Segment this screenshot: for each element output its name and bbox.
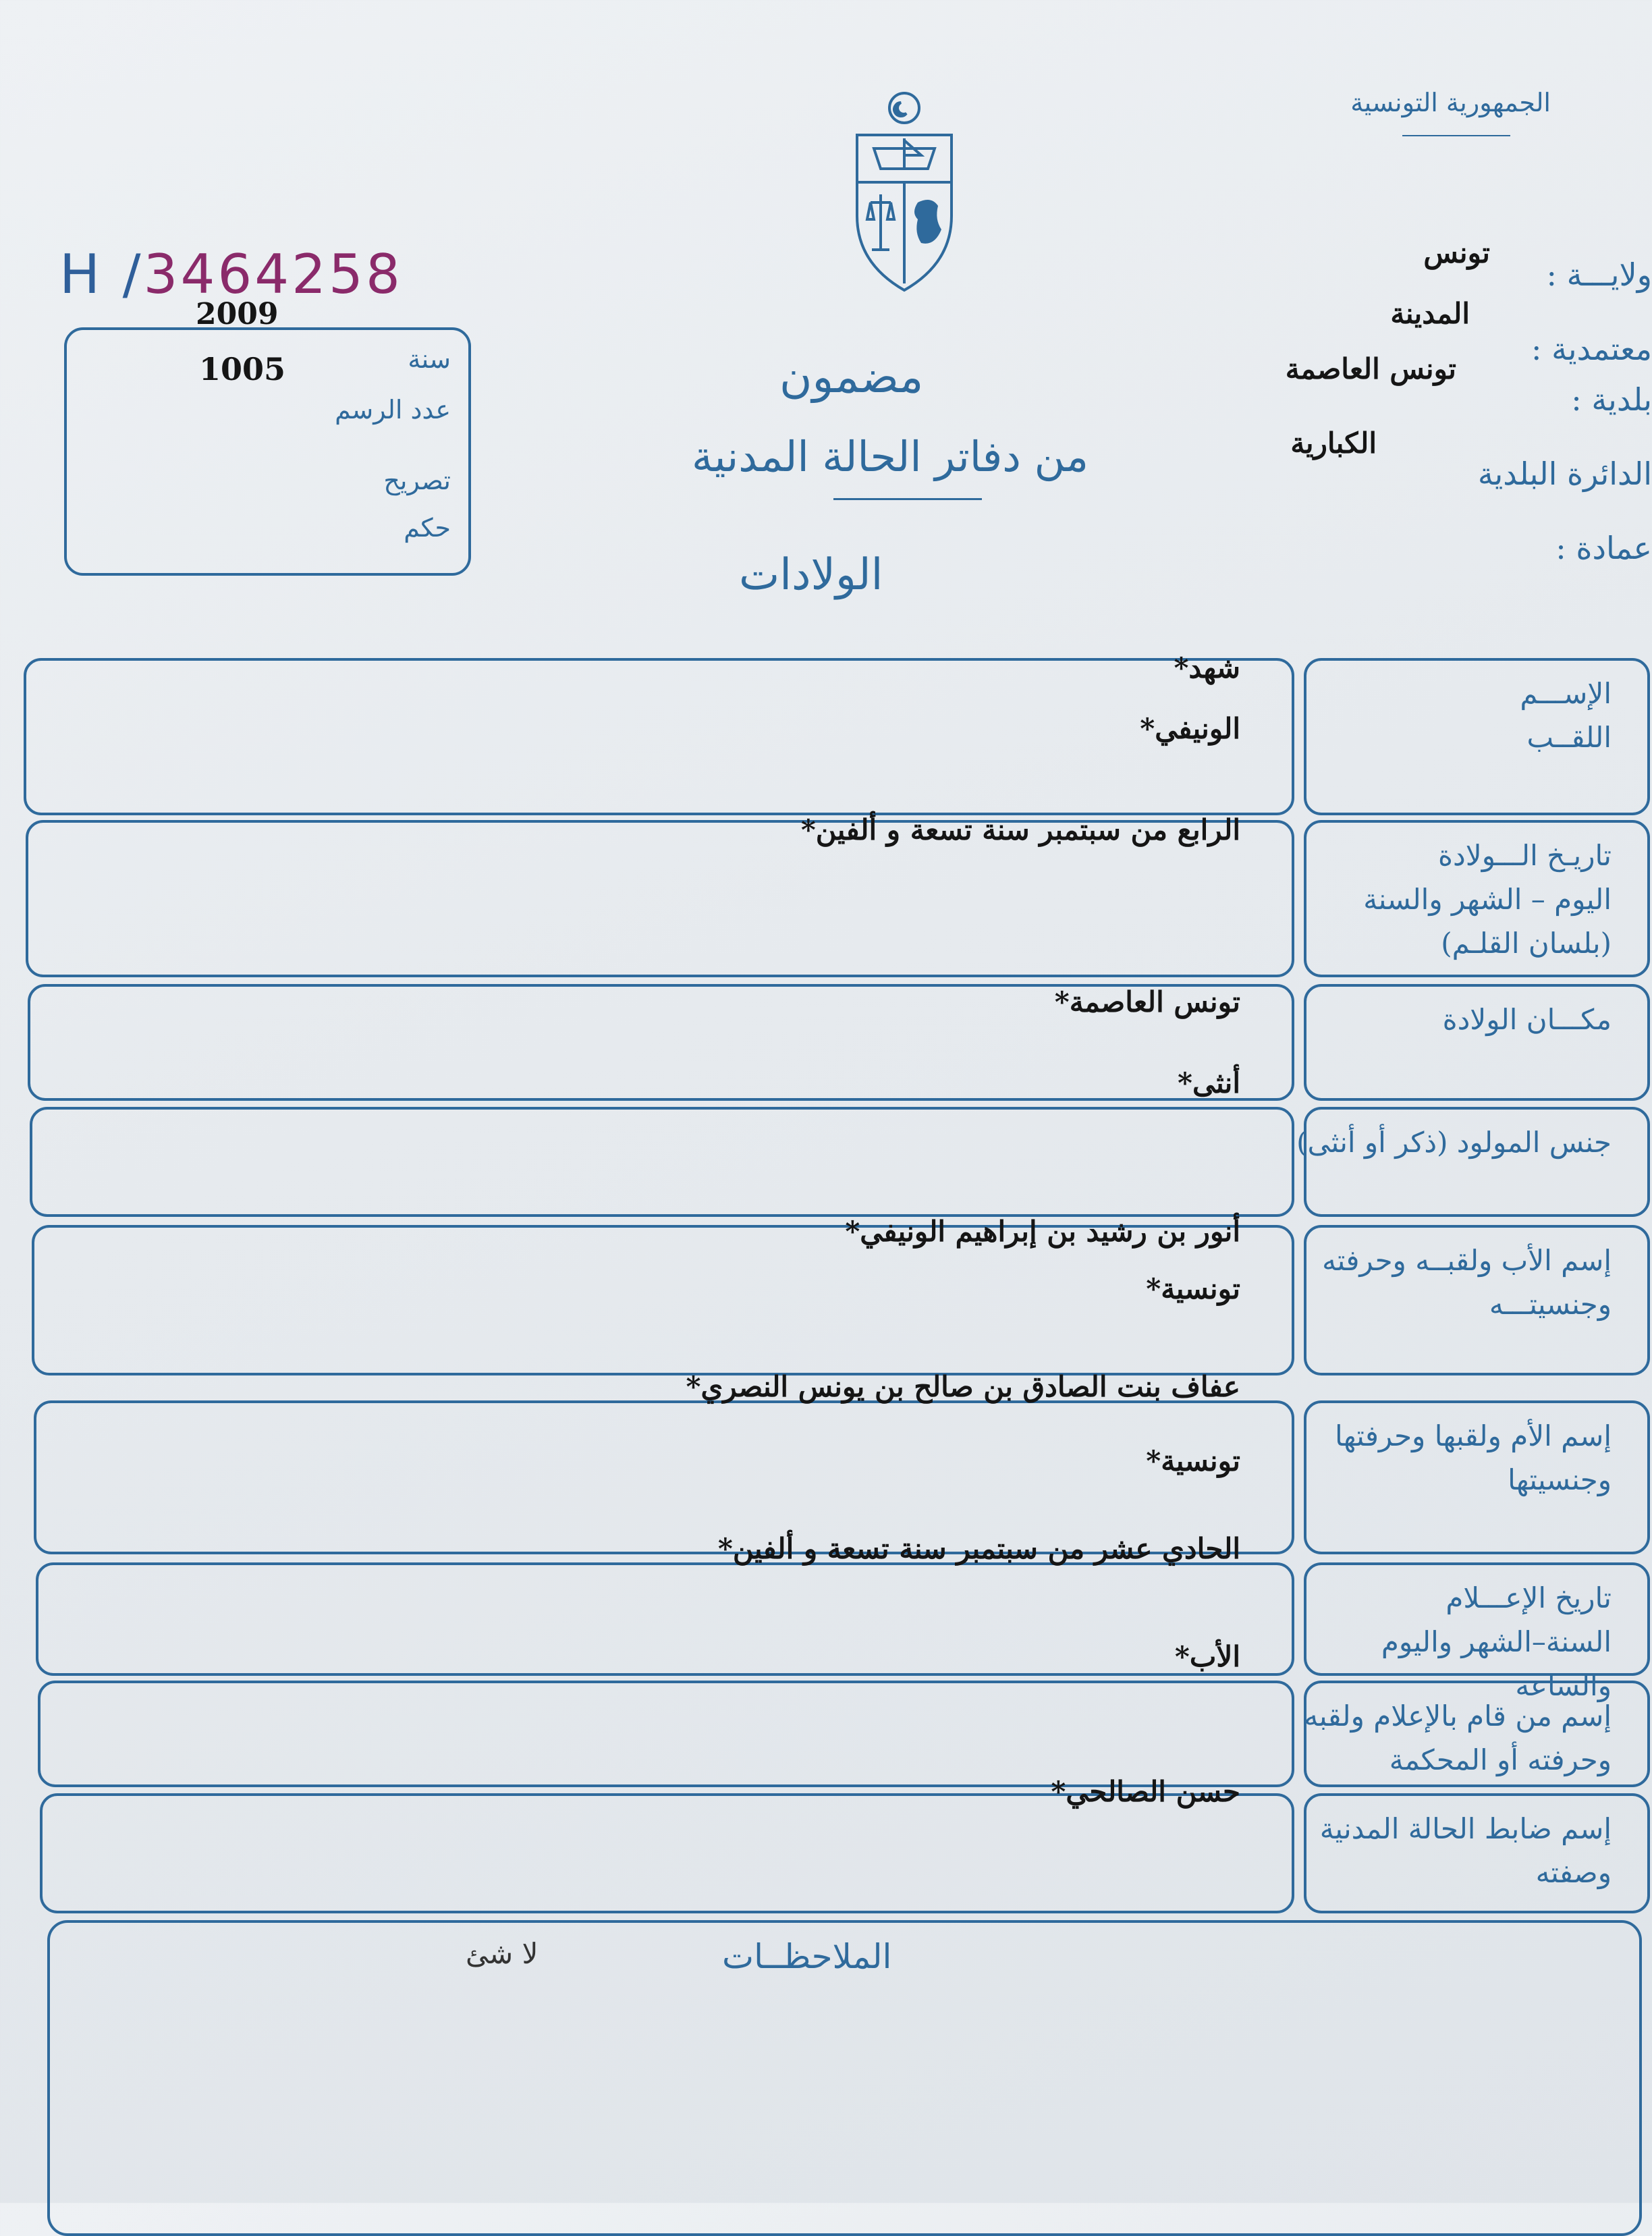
row-label-line: وجنسيتـــه [1489, 1288, 1612, 1321]
coat-of-arms-icon [837, 88, 972, 297]
row-label-line: وصفته [1535, 1856, 1612, 1890]
value-cell [30, 1107, 1294, 1217]
value-cell [36, 1562, 1294, 1676]
row-label-line: جنس المولود (ذكر أو أنثى) [1296, 1126, 1612, 1159]
row-label-line: إسم الأب ولقبــه وحرفته [1322, 1244, 1612, 1277]
row-value: الونيفي* [1140, 712, 1240, 745]
notes-title: الملاحظــات [722, 1937, 892, 1976]
row-value: الحادي عشر من سبتمبر سنة تسعة و ألفين* [717, 1532, 1240, 1565]
row-label-line: مكـــان الولادة [1442, 1003, 1612, 1036]
row-value: عفاف بنت الصادق بن صالح بن يونس النصري* [686, 1370, 1240, 1403]
row-label [1294, 1238, 1612, 1326]
row-label [1294, 998, 1612, 1041]
row-value: تونسية* [1146, 1444, 1240, 1477]
title-line-1: مضمون [779, 351, 924, 403]
row-value: الأب* [1174, 1640, 1240, 1673]
title-line-2: من دفاتر الحالة المدنية [692, 432, 1089, 481]
title-line-3: الولادات [739, 550, 883, 600]
row-label-line: السنة–الشهر واليوم والساعة [1381, 1625, 1612, 1703]
value-cell [24, 658, 1294, 815]
row-value: أنثى* [1177, 1066, 1240, 1099]
registry-judgment-label: حكم [404, 513, 451, 543]
wilaya-label: ولايـــة : [1546, 256, 1652, 293]
row-label [1294, 1414, 1612, 1502]
value-cell [38, 1681, 1294, 1787]
baladia-label: بلدية : [1571, 381, 1652, 418]
registry-declaration-label: تصريح [383, 466, 451, 495]
row-value: الرابع من سبتمبر سنة تسعة و ألفين* [800, 813, 1240, 846]
serial-prefix: H / [59, 243, 144, 306]
row-label-line: (بلسان القلـم) [1441, 927, 1612, 960]
row-label-line: اللقــب [1526, 721, 1612, 755]
row-label-line: تاريـخ الـــولادة [1438, 839, 1612, 872]
row-label [1294, 1694, 1612, 1782]
republic-divider [1402, 135, 1510, 136]
daira-value: الكبارية [1290, 427, 1377, 460]
row-label [1294, 1807, 1612, 1894]
registry-year-value: 2009 [196, 297, 279, 331]
value-cell [34, 1400, 1294, 1554]
value-cell [40, 1793, 1294, 1913]
row-label-line: إسم الأم ولقبها وحرفتها [1335, 1419, 1612, 1452]
mootamadia-label: معتمدية : [1531, 331, 1652, 367]
row-value: تونسية* [1146, 1272, 1240, 1305]
registry-count-label: عدد الرسم [335, 395, 451, 425]
serial-digits: 3464258 [143, 243, 403, 306]
title-underline [833, 498, 982, 500]
row-value: شهد* [1174, 651, 1240, 684]
baladia-value: تونس العاصمة [1285, 352, 1456, 385]
row-label [1294, 672, 1612, 759]
daira-label: الدائرة البلدية [1477, 456, 1652, 492]
row-label-line: وجنسيتها [1508, 1463, 1612, 1497]
row-label-line: إسم من قام بالإعلام ولقبه [1304, 1699, 1612, 1733]
mootamadia-value: المدينة [1390, 297, 1470, 330]
row-label-line: إسم ضابط الحالة المدنية [1319, 1812, 1612, 1845]
row-value: تونس العاصمة* [1054, 985, 1240, 1018]
row-label [1294, 1120, 1612, 1164]
registry-count-value: 1005 [199, 351, 286, 387]
row-label-line: الإســـم [1520, 677, 1612, 710]
row-label-line: اليوم – الشهر والسنة [1363, 883, 1612, 917]
row-value: حسن الصالحي* [1051, 1775, 1240, 1808]
wilaya-value: تونس [1423, 236, 1490, 269]
row-value: أنور بن رشيد بن إبراهيم الونيفي* [845, 1215, 1240, 1248]
row-label-line: وحرفته أو المحكمة [1389, 1743, 1612, 1777]
registry-year-label: سنة [408, 344, 451, 374]
republic-name: الجمهورية التونسية [1350, 88, 1551, 117]
row-label [1294, 834, 1612, 965]
notes-value: لا شئ [466, 1937, 539, 1970]
imada-label: عمادة : [1555, 530, 1652, 566]
row-label-line: تاريخ الإعـــلام [1446, 1581, 1612, 1614]
